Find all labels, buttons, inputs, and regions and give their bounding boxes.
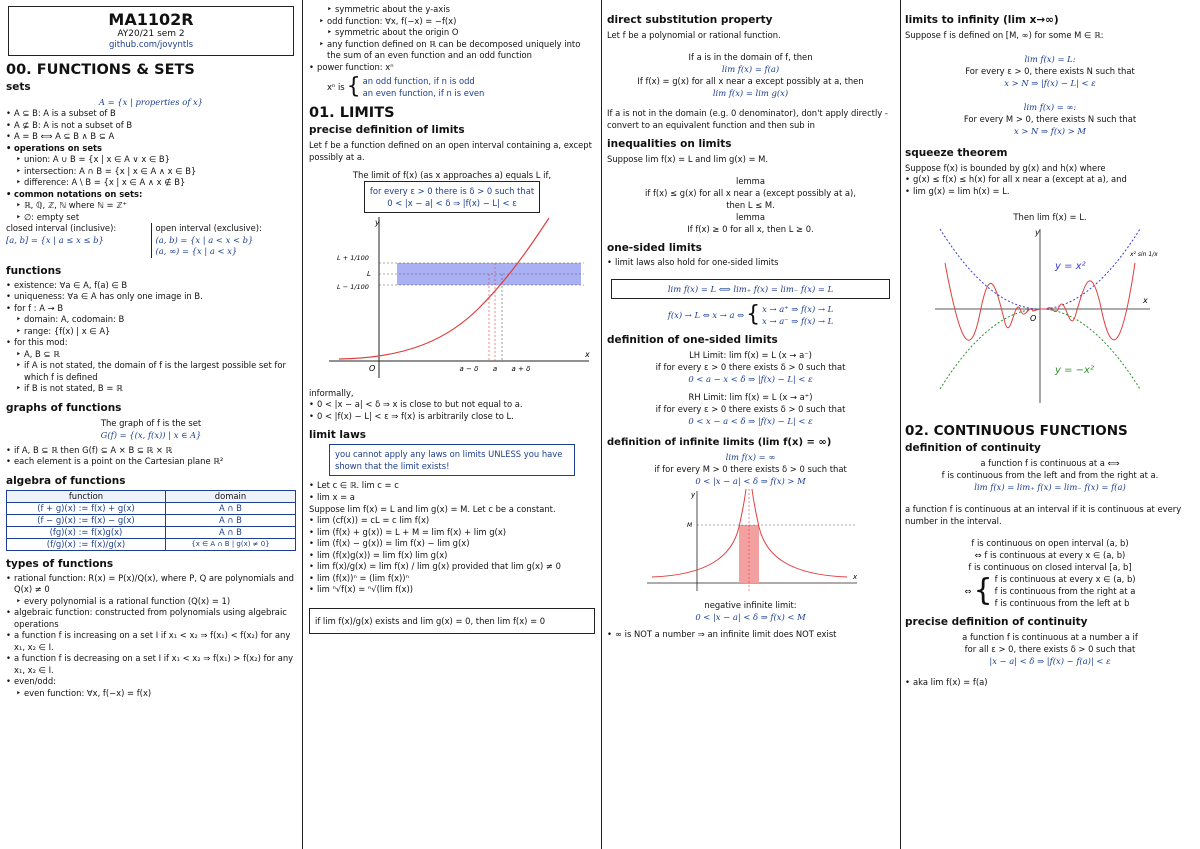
text-line: If f(x) ≥ 0 for all x, then L ≥ 0. [687, 224, 814, 234]
bullet-list [6, 573, 296, 700]
table-row [7, 538, 296, 550]
infinite-limit-graph [607, 487, 894, 595]
page-title: MA1102R [108, 10, 194, 29]
tick-label: M [687, 521, 693, 529]
paragraph: Let f be a function defined on an open interval containing a, except possibly at a. [309, 140, 592, 162]
list-item: • A = B ⟺ A ⊆ B ∧ B ⊆ A [6, 131, 296, 143]
list-item: ‣ range: {f(x) | x ∈ A} [6, 326, 296, 338]
box-line: 0 < |x − a| < δ ⇒ |f(x) − L| < ε [387, 198, 517, 208]
formula: x > N ⇒ |f(x) − L| < ε [1004, 78, 1096, 88]
formula: 0 < x − a < δ ⇒ |f(x) − L| < ε [688, 415, 813, 426]
text-line: negative infinite limit: [704, 599, 797, 610]
column-4 [905, 4, 1195, 845]
list-item: • for this mod: [6, 337, 296, 349]
column-3 [607, 4, 894, 845]
list-item: • aka lim f(x) = f(a) [905, 677, 1195, 689]
subsection-title: definition of infinite limits (lim f(x) = ∞) [607, 436, 832, 448]
axis-label: x [1143, 296, 1148, 305]
list-item: • operations on sets [6, 143, 296, 155]
subsection-title: direct substitution property [607, 14, 773, 26]
definition-box [364, 181, 540, 213]
list-item: • even/odd: [6, 676, 296, 688]
subsection-title: types of functions [6, 557, 114, 570]
bullet-list [309, 515, 595, 596]
power-function-cases [309, 75, 595, 99]
table-cell: (fg)(x) := f(x)g(x) [7, 526, 166, 538]
text-line: f is continuous on closed interval [a, b] [968, 562, 1132, 572]
bullet-list [6, 445, 296, 468]
list-item: ‣ union: A ∪ B = {x | x ∈ A ∨ x ∈ B} [6, 154, 296, 166]
axis-label: x [853, 572, 858, 581]
list-item: ‣ symmetric about the origin O [309, 27, 595, 39]
table-cell: (f + g)(x) := f(x) + g(x) [7, 502, 166, 514]
list-item: • 0 < |f(x) − L| < ε ⇒ f(x) is arbitrarily close to L. [309, 411, 595, 423]
list-item: • lim f(x)/g(x) = lim f(x) / lim g(x) provided that lim g(x) ≠ 0 [309, 561, 595, 573]
tick-label: a + δ [511, 365, 531, 373]
paragraph: Suppose f(x) is bounded by g(x) and h(x) where [905, 163, 1106, 173]
subsection-title: definition of continuity [905, 442, 1041, 454]
bullet-list [6, 108, 296, 223]
formula: G(f) = {(x, f(x)) | x ∈ A} [100, 429, 202, 440]
subsection-title: sets [6, 81, 31, 93]
column-1 [6, 4, 296, 845]
column-divider [302, 0, 303, 849]
list-item: ‣ A, B ⊆ ℝ [6, 349, 296, 361]
epsilon-delta-graph [309, 213, 595, 383]
formula: 0 < |x − a| < δ ⇒ f(x) < M [695, 611, 806, 622]
table-cell: (f/g)(x) := f(x)/g(x) [7, 538, 166, 550]
section-title: 02. CONTINUOUS FUNCTIONS [905, 423, 1128, 439]
column-divider [601, 0, 602, 849]
list-item: • rational function: R(x) = P(x)/Q(x), where P, Q are polynomials and Q(x) ≠ 0 [6, 573, 296, 596]
text-line: ⇔ f is continuous at every x ∈ (a, b) [974, 550, 1126, 560]
theorem-box: if lim f(x)/g(x) exists and lim g(x) = 0, then lim f(x) = 0 [309, 608, 595, 634]
list-item: • lim (cf(x)) = cL = c lim f(x) [309, 515, 595, 527]
paragraph: Let f be a polynomial or rational function. [607, 30, 781, 40]
tick-label: L + 1/100 [337, 254, 369, 262]
one-sided-cases [607, 303, 894, 327]
text-line: lemma [736, 176, 765, 186]
tick-label: L [367, 270, 371, 278]
list-item: • if A, B ⊆ ℝ then G(f) ⊆ A × B ⊆ ℝ × ℝ [6, 445, 296, 457]
list-item: ‣ symmetric about the y-axis [309, 4, 595, 16]
page-subtitle: AY20/21 sem 2 [117, 29, 185, 39]
list-item: ‣ ∅: empty set [6, 212, 296, 224]
bullet-list [905, 174, 1195, 197]
formula: 0 < a − x < δ ⇒ |f(x) − L| < ε [688, 373, 813, 384]
origin-label: O [1030, 314, 1037, 323]
formula: lim f(x) = L: [1024, 54, 1076, 64]
list-item: • A ⊈ B: A is not a subset of B [6, 120, 296, 132]
list-item: • lim (f(x)g(x)) = lim f(x) lim g(x) [309, 550, 595, 562]
text-line: if for every ε > 0 there exists δ > 0 such that [655, 361, 846, 372]
case-line: f is continuous from the right at a [994, 586, 1136, 596]
list-item: • each element is a point on the Cartesian plane ℝ² [6, 456, 296, 468]
list-item: • a function f is increasing on a set I if x₁ < x₂ ⇒ f(x₁) < f(x₂) for any x₁, x₂ ∈ I. [6, 630, 296, 653]
table-header: domain [165, 490, 295, 502]
table-header: function [7, 490, 166, 502]
case-prefix: f(x) → L ⇔ x → a ⇔ [667, 309, 745, 320]
text-line: The graph of f is the set [100, 417, 202, 428]
list-item: • lim ⁿ√f(x) = ⁿ√(lim f(x)) [309, 584, 595, 596]
table-cell: A ∩ B [165, 526, 295, 538]
github-link[interactable]: github.com/jovyntls [108, 40, 194, 50]
case-line: x → a⁺ ⇒ f(x) → L [762, 303, 834, 314]
paragraph: If a is not in the domain (e.g. 0 denominator), don't apply directly - convert to an equivalent function and then sub in [607, 108, 888, 130]
list-item: • common notations on sets: [6, 189, 296, 201]
text-line: informally, [309, 388, 354, 398]
text-line: Then lim f(x) = L. [1013, 212, 1087, 222]
list-item: • g(x) ≤ f(x) ≤ h(x) for all x near a (except at a), and [905, 174, 1195, 186]
brace: { [346, 74, 361, 99]
formula: [a, b] = {x | a ≤ x ≤ b} [6, 234, 104, 245]
paragraph: Suppose lim f(x) = L and lim g(x) = M. [607, 154, 769, 164]
list-item: • 0 < |x − a| < δ ⇒ x is close to but not equal to a. [309, 399, 595, 411]
brace: { [746, 301, 761, 327]
text-line: The limit of f(x) (as x approaches a) equals L if, [352, 170, 552, 180]
text-line: LH Limit: lim f(x) = L (x → a⁻) [689, 349, 812, 360]
curve-label: y = x² [1055, 261, 1086, 272]
subsection-title: precise definition of limits [309, 124, 465, 136]
header-box [8, 6, 294, 56]
text-line: if for every M > 0 there exists δ > 0 such that [654, 463, 847, 474]
list-item: • lim x = a [309, 492, 595, 504]
left-branch [652, 489, 746, 577]
table-cell: (f − g)(x) := f(x) − g(x) [7, 514, 166, 526]
origin-label: O [369, 364, 376, 373]
subsection-title: precise definition of continuity [905, 616, 1088, 628]
paragraph: Suppose lim f(x) = L and lim g(x) = M. Let c be a constant. [309, 504, 556, 514]
table-cell: A ∩ B [165, 514, 295, 526]
text-line: f is continuous from the left and from the right at a. [941, 470, 1159, 480]
list-item: • lim (f(x) − g(x)) = lim f(x) − lim g(x) [309, 538, 595, 550]
table-cell: {x ∈ A ∩ B | g(x) ≠ 0} [165, 538, 295, 550]
axis-label: x [585, 350, 590, 359]
formula: 0 < |x − a| < δ ⇒ f(x) > M [695, 475, 806, 486]
table-cell: A ∩ B [165, 502, 295, 514]
list-item: ‣ intersection: A ∩ B = {x | x ∈ A ∧ x ∈ B} [6, 166, 296, 178]
list-item: ‣ if B is not stated, B = ℝ [6, 383, 296, 395]
text-line: for all ε > 0, there exists δ > 0 such that [964, 644, 1136, 654]
list-item: • lim g(x) = lim h(x) = L. [905, 186, 1195, 198]
text-line: For every M > 0, there exists N such that [963, 114, 1137, 124]
right-branch [752, 489, 847, 577]
function-curve [339, 218, 549, 359]
text-line: lemma [736, 212, 765, 222]
list-item: • ∞ is NOT a number ⇒ an infinite limit does NOT exist [607, 629, 894, 641]
list-item: ‣ difference: A \ B = {x | x ∈ A ∧ x ∉ B} [6, 177, 296, 189]
closed-interval-cases [905, 573, 1195, 609]
case-line: f is continuous from the left at b [994, 598, 1130, 608]
squeeze-graph [905, 223, 1195, 413]
section-title: 00. FUNCTIONS & SETS [6, 62, 195, 78]
text-line: For every ε > 0, there exists N such that [965, 66, 1135, 76]
list-item: ‣ any function defined on ℝ can be decomposed uniquely into the sum of an even function and an odd function [309, 39, 595, 62]
list-item: • lim (f(x) + g(x)) = L + M = lim f(x) + lim g(x) [309, 527, 595, 539]
paragraph: a function f is continuous at an interval if it is continuous at every number in the interval. [905, 504, 1182, 526]
paragraph: Suppose f is defined on [M, ∞) for some M ∈ ℝ: [905, 30, 1104, 40]
subsection-title: one-sided limits [607, 242, 702, 254]
subsection-title: functions [6, 264, 62, 277]
text-line: RH Limit: lim f(x) = L (x → a⁺) [688, 391, 813, 402]
text-line: a function f is continuous at a ⟺ [980, 458, 1120, 468]
tick-label: L − 1/100 [337, 283, 369, 291]
one-sided-box: lim f(x) = L ⟺ lim₊ f(x) = lim₋ f(x) = L [611, 279, 890, 299]
tick-label: a [492, 365, 498, 373]
column-divider [900, 0, 901, 849]
curve-label: x² sin 1/x [1130, 251, 1158, 258]
curve-label: y = −x² [1055, 365, 1094, 376]
subsection-title: inequalities on limits [607, 138, 732, 150]
warning-box: you cannot apply any laws on limits UNLESS you have shown that the limit exists! [329, 444, 575, 476]
bullet-list [309, 4, 595, 73]
table-row [7, 490, 296, 502]
text-line: If a is in the domain of f, then [688, 52, 813, 62]
list-item: ‣ every polynomial is a rational function (Q(x) = 1) [6, 596, 296, 608]
open-interval-title: open interval (exclusive): [155, 223, 262, 233]
list-item: • limit laws also hold for one-sided limits [607, 257, 894, 269]
text-line: f is continuous on open interval (a, b) [971, 538, 1129, 548]
list-item: • power function: xⁿ [309, 62, 595, 74]
tick-label: a − δ [459, 365, 479, 373]
subsection-title: squeeze theorem [905, 147, 1008, 159]
table-row [7, 502, 296, 514]
equivalence-symbol: ⇔ [964, 586, 972, 596]
list-item: ‣ odd function: ∀x, f(−x) = −f(x) [309, 16, 595, 28]
bullet-list [607, 257, 894, 269]
bullet-list [309, 399, 595, 422]
list-item: • for f : A → B [6, 303, 296, 315]
power-prefix: xⁿ is [327, 82, 345, 92]
formula: lim f(x) = f(a) [721, 64, 780, 74]
bullet-list [309, 480, 595, 503]
formula: (a, ∞) = {x | a < x} [155, 246, 238, 256]
interval-definitions [6, 223, 296, 258]
section-title: 01. LIMITS [309, 105, 395, 121]
formula: A = {x | properties of x} [98, 97, 204, 107]
axis-label: y [1035, 228, 1040, 237]
box-line: for every ε > 0 there is δ > 0 such that [369, 186, 535, 196]
text-line: a function f is continuous at a number a if [962, 632, 1138, 642]
subsection-title: graphs of functions [6, 401, 122, 414]
case-line: f is continuous at every x ∈ (a, b) [994, 574, 1136, 584]
table-row [7, 526, 296, 538]
subsection-title: definition of one-sided limits [607, 333, 778, 346]
text-line: if for every ε > 0 there exists δ > 0 such that [655, 403, 846, 414]
formula: lim f(x) = ∞: [1023, 102, 1077, 112]
formula: x > N ⇒ f(x) > M [1013, 126, 1086, 136]
table-row [7, 514, 296, 526]
list-item: • algebraic function: constructed from polynomials using algebraic operations [6, 607, 296, 630]
formula: (a, b) = {x | a < x < b} [155, 234, 254, 245]
formula: lim f(x) = ∞ [725, 451, 776, 462]
bullet-list [6, 280, 296, 395]
formula: lim f(x) = lim₊ f(x) = lim₋ f(x) = f(a) [974, 482, 1126, 492]
case-line: an odd function, if n is odd [362, 76, 475, 86]
list-item: • A ⊆ B: A is a subset of B [6, 108, 296, 120]
bullet-list [607, 629, 894, 641]
list-item: ‣ if A is not stated, the domain of f is the largest possible set for which f is defined [6, 360, 296, 383]
list-item: • existence: ∀a ∈ A, f(a) ∈ B [6, 280, 296, 292]
formula: |x − a| < δ ⇒ |f(x) − f(a)| < ε [989, 656, 1111, 666]
list-item: • a function f is decreasing on a set I if x₁ < x₂ ⇒ f(x₁) > f(x₂) for any x₁, x₂ ∈ I. [6, 653, 296, 676]
list-item: ‣ even function: ∀x, f(−x) = f(x) [6, 688, 296, 700]
list-item: • lim (f(x))ⁿ = (lim f(x))ⁿ [309, 573, 595, 585]
column-2 [309, 4, 595, 845]
case-line: x → a⁻ ⇒ f(x) → L [762, 315, 834, 326]
list-item: • uniqueness: ∀a ∈ A has only one image in B. [6, 291, 296, 303]
list-item: ‣ ℝ, ℚ, ℤ, ℕ where ℕ = ℤ⁺ [6, 200, 296, 212]
subsection-title: limit laws [309, 429, 367, 441]
text-line: then L ≤ M. [726, 200, 775, 210]
list-item: • Let c ∈ ℝ. lim c = c [309, 480, 595, 492]
formula: lim f(x) = lim g(x) [712, 88, 789, 98]
subsection-title: algebra of functions [6, 474, 126, 487]
text-line: If f(x) = g(x) for all x near a except possibly at a, then [637, 76, 864, 86]
brace: { [973, 573, 993, 608]
subsection-title: limits to infinity (lim x→∞) [905, 14, 1059, 26]
axis-label: y [691, 490, 696, 499]
algebra-table [6, 490, 296, 551]
closed-interval-title: closed interval (inclusive): [6, 223, 117, 233]
list-item: ‣ domain: A, codomain: B [6, 314, 296, 326]
axis-label: y [375, 218, 380, 227]
case-line: an even function, if n is even [362, 88, 485, 98]
text-line: if f(x) ≤ g(x) for all x near a (except possibly at a), [645, 188, 856, 198]
bullet-list [905, 677, 1195, 689]
